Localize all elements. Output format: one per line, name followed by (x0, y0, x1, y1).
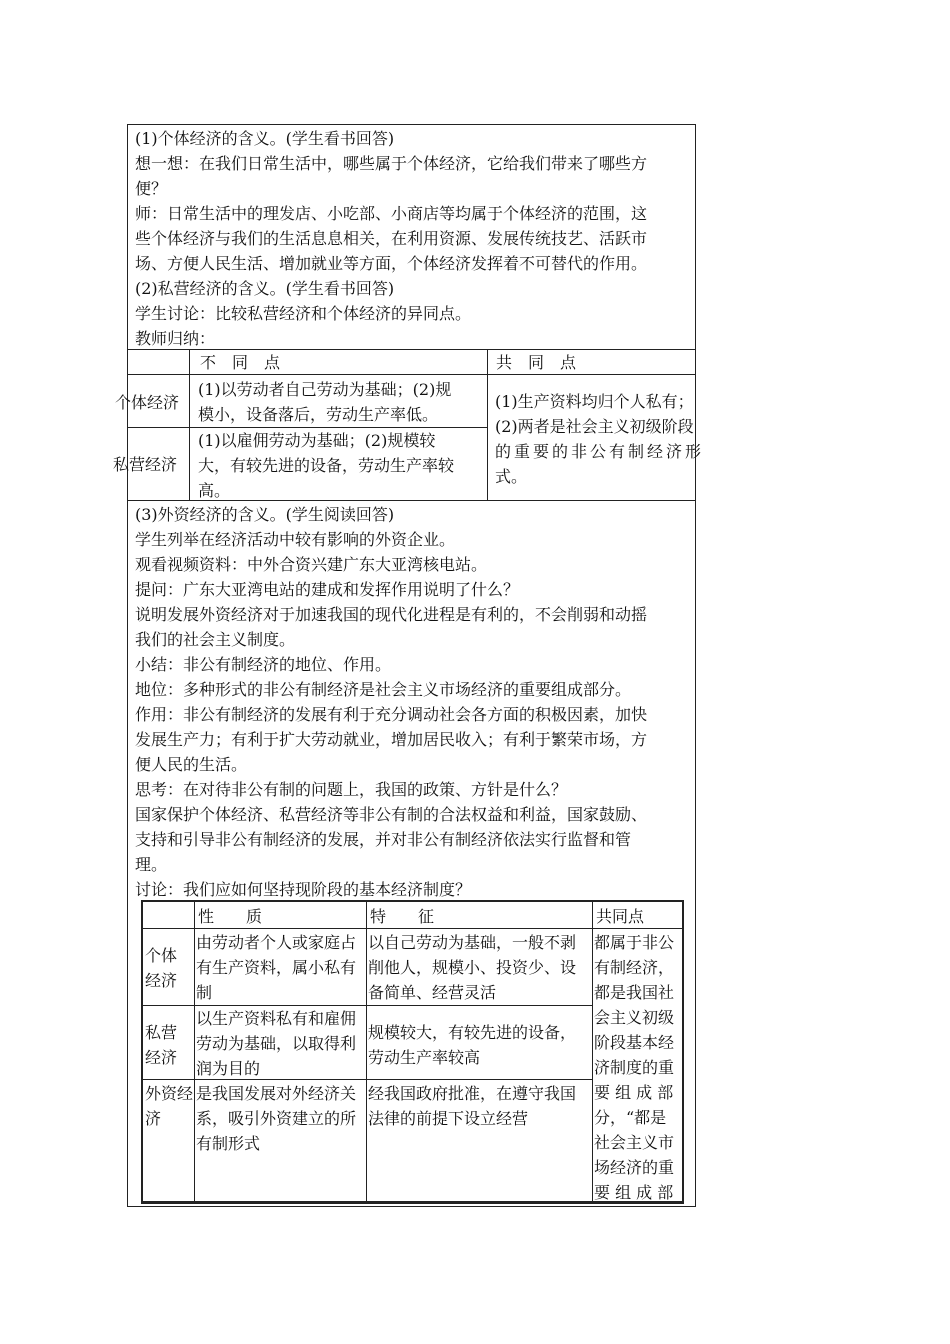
text-line: (1)以雇佣劳动为基础；(2)规模较 (198, 431, 436, 450)
text-line: 学生列举在经济活动中较有影响的外资企业。 (135, 530, 456, 549)
text-line: 要 组 成 部 (594, 1183, 674, 1202)
header-differences: 不 同 点 (200, 353, 281, 372)
row-label-private (145, 1020, 177, 1070)
text-line: 制 (196, 983, 213, 1002)
text-line: 以自己劳动为基础，一般不剥 (368, 933, 577, 952)
text-line: 便？ (135, 179, 168, 198)
individual-features (368, 930, 576, 1005)
text-line: 阶段基本经 (594, 1033, 675, 1052)
text-line: 模小，设备落后，劳动生产率低。 (198, 405, 439, 424)
text-line: 备简单、经营灵活 (368, 983, 497, 1002)
text-line: 便人民的生活。 (135, 755, 248, 774)
text-line: 国家保护个体经济、私营经济等非公有制的合法权益和利益，国家鼓励、 (135, 805, 648, 824)
header-common: 共同点 (596, 907, 645, 926)
row-label-individual (145, 943, 177, 993)
text-line: 思考：在对待非公有制的问题上，我国的政策、方针是什么？ (135, 780, 568, 799)
text-line: (1)生产资料均归个人私有； (495, 392, 694, 411)
text-line: 经我国政府批准，在遵守我国 (368, 1084, 577, 1103)
individual-nature (196, 930, 356, 1005)
table-rule (592, 900, 593, 1204)
table-border-top (141, 900, 684, 902)
text-line: 经济 (145, 971, 178, 990)
row-label-private: 私营经济 (113, 455, 178, 474)
text-line: 学生讨论：比较私营经济和个体经济的异同点。 (135, 304, 472, 323)
row-label-foreign (145, 1081, 193, 1131)
text-line: 法律的前提下设立经营 (368, 1109, 529, 1128)
text-line: 些个体经济与我们的生活息息相关，在利用资源、发展传统技艺、活跃市 (135, 229, 648, 248)
text-line: 系，吸引外资建立的所 (196, 1109, 357, 1128)
private-features (368, 1020, 576, 1070)
text-line: 我们的社会主义制度。 (135, 630, 296, 649)
text-line: (3)外资经济的含义。(学生阅读回答) (135, 505, 395, 524)
text-line: 会主义初级 (594, 1008, 675, 1027)
text-line: 提问：广东大亚湾电站的建成和发挥作用说明了什么？ (135, 580, 520, 599)
text-line: 社会主义市 (594, 1133, 675, 1152)
text-line: 规模较大，有较先进的设备， (368, 1023, 577, 1042)
text-line: 高。 (198, 481, 231, 500)
text-line: 作用：非公有制经济的发展有利于充分调动社会各方面的积极因素，加快 (135, 705, 648, 724)
common-points (594, 930, 674, 1205)
text-line: 师：日常生活中的理发店、小吃部、小商店等均属于个体经济的范围，这 (135, 204, 648, 223)
text-line: 理。 (135, 855, 168, 874)
foreign-features (368, 1081, 576, 1131)
text-line: 要 组 成 部 (594, 1083, 674, 1102)
text-line: 有制形式 (196, 1134, 261, 1153)
text-line: 劳动为基础，以取得利 (196, 1034, 357, 1053)
text-line: 教师归纳： (135, 329, 216, 348)
text-line: 济制度的重 (594, 1058, 675, 1077)
text-line: 大，有较先进的设备，劳动生产率较 (198, 456, 455, 475)
text-line: 都属于非公 (594, 933, 675, 952)
table-border-left (141, 900, 143, 1204)
text-line: (1)个体经济的含义。(学生看书回答) (135, 129, 395, 148)
text-line: 式。 (495, 467, 528, 486)
text-line: 私营 (145, 1023, 178, 1042)
text-line: 削他人，规模小、投资少、设 (368, 958, 577, 977)
table-border-right (682, 900, 684, 1204)
text-line: 润为目的 (196, 1059, 261, 1078)
table-rule (194, 900, 195, 1204)
text-line: (2)两者是社会主义初级阶段 (495, 417, 694, 436)
header-nature: 性 质 (198, 907, 263, 926)
text-line: 的重要的非公有制经济形 (495, 442, 705, 461)
text-line: 以生产资料私有和雇佣 (196, 1009, 357, 1028)
text-line: 观看视频资料：中外合资兴建广东大亚湾核电站。 (135, 555, 488, 574)
private-differences (198, 428, 454, 503)
text-line: 有制经济， (594, 958, 675, 977)
text-line: 外资经 (145, 1084, 194, 1103)
header-similarities: 共 同 点 (496, 353, 577, 372)
text-line: (1)以劳动者自己劳动为基础；(2)规 (198, 380, 452, 399)
text-line: 劳动生产率较高 (368, 1048, 481, 1067)
text-line: 个体 (145, 946, 178, 965)
section1-text (135, 126, 691, 351)
common-points (495, 389, 704, 489)
text-line: 有生产资料，属小私有 (196, 958, 357, 977)
text-line: 经济 (145, 1048, 178, 1067)
text-line: 是我国发展对外经济关 (196, 1084, 357, 1103)
text-line: 发展生产力；有利于扩大劳动就业，增加居民收入；有利于繁荣市场，方 (135, 730, 648, 749)
text-line: 想一想：在我们日常生活中，哪些属于个体经济，它给我们带来了哪些方 (135, 154, 648, 173)
text-line: 场、方便人民生活、增加就业等方面，个体经济发挥着不可替代的作用。 (135, 254, 648, 273)
text-line: 说明发展外资经济对于加速我国的现代化进程是有利的，不会削弱和动摇 (135, 605, 648, 624)
table-rule (487, 349, 488, 500)
section2-text (135, 502, 691, 902)
foreign-nature (196, 1081, 356, 1156)
text-line: 都是我国社 (594, 983, 675, 1002)
text-line: 济 (145, 1109, 162, 1128)
text-line: 地位：多种形式的非公有制经济是社会主义市场经济的重要组成部分。 (135, 680, 632, 699)
private-nature (196, 1006, 356, 1081)
text-line: 场经济的重 (594, 1158, 675, 1177)
text-line: 支持和引导非公有制经济的发展，并对非公有制经济依法实行监督和管 (135, 830, 632, 849)
individual-differences (198, 377, 451, 427)
table-rule (189, 349, 190, 500)
text-line: 分，“都是 (594, 1108, 667, 1127)
header-features: 特 征 (370, 907, 435, 926)
row-label-individual: 个体经济 (115, 393, 180, 412)
text-line: 小结：非公有制经济的地位、作用。 (135, 655, 392, 674)
text-line: 由劳动者个人或家庭占 (196, 933, 357, 952)
text-line: (2)私营经济的含义。(学生看书回答) (135, 279, 395, 298)
text-line: 讨论：我们应如何坚持现阶段的基本经济制度？ (135, 880, 472, 899)
table-rule (366, 900, 367, 1204)
